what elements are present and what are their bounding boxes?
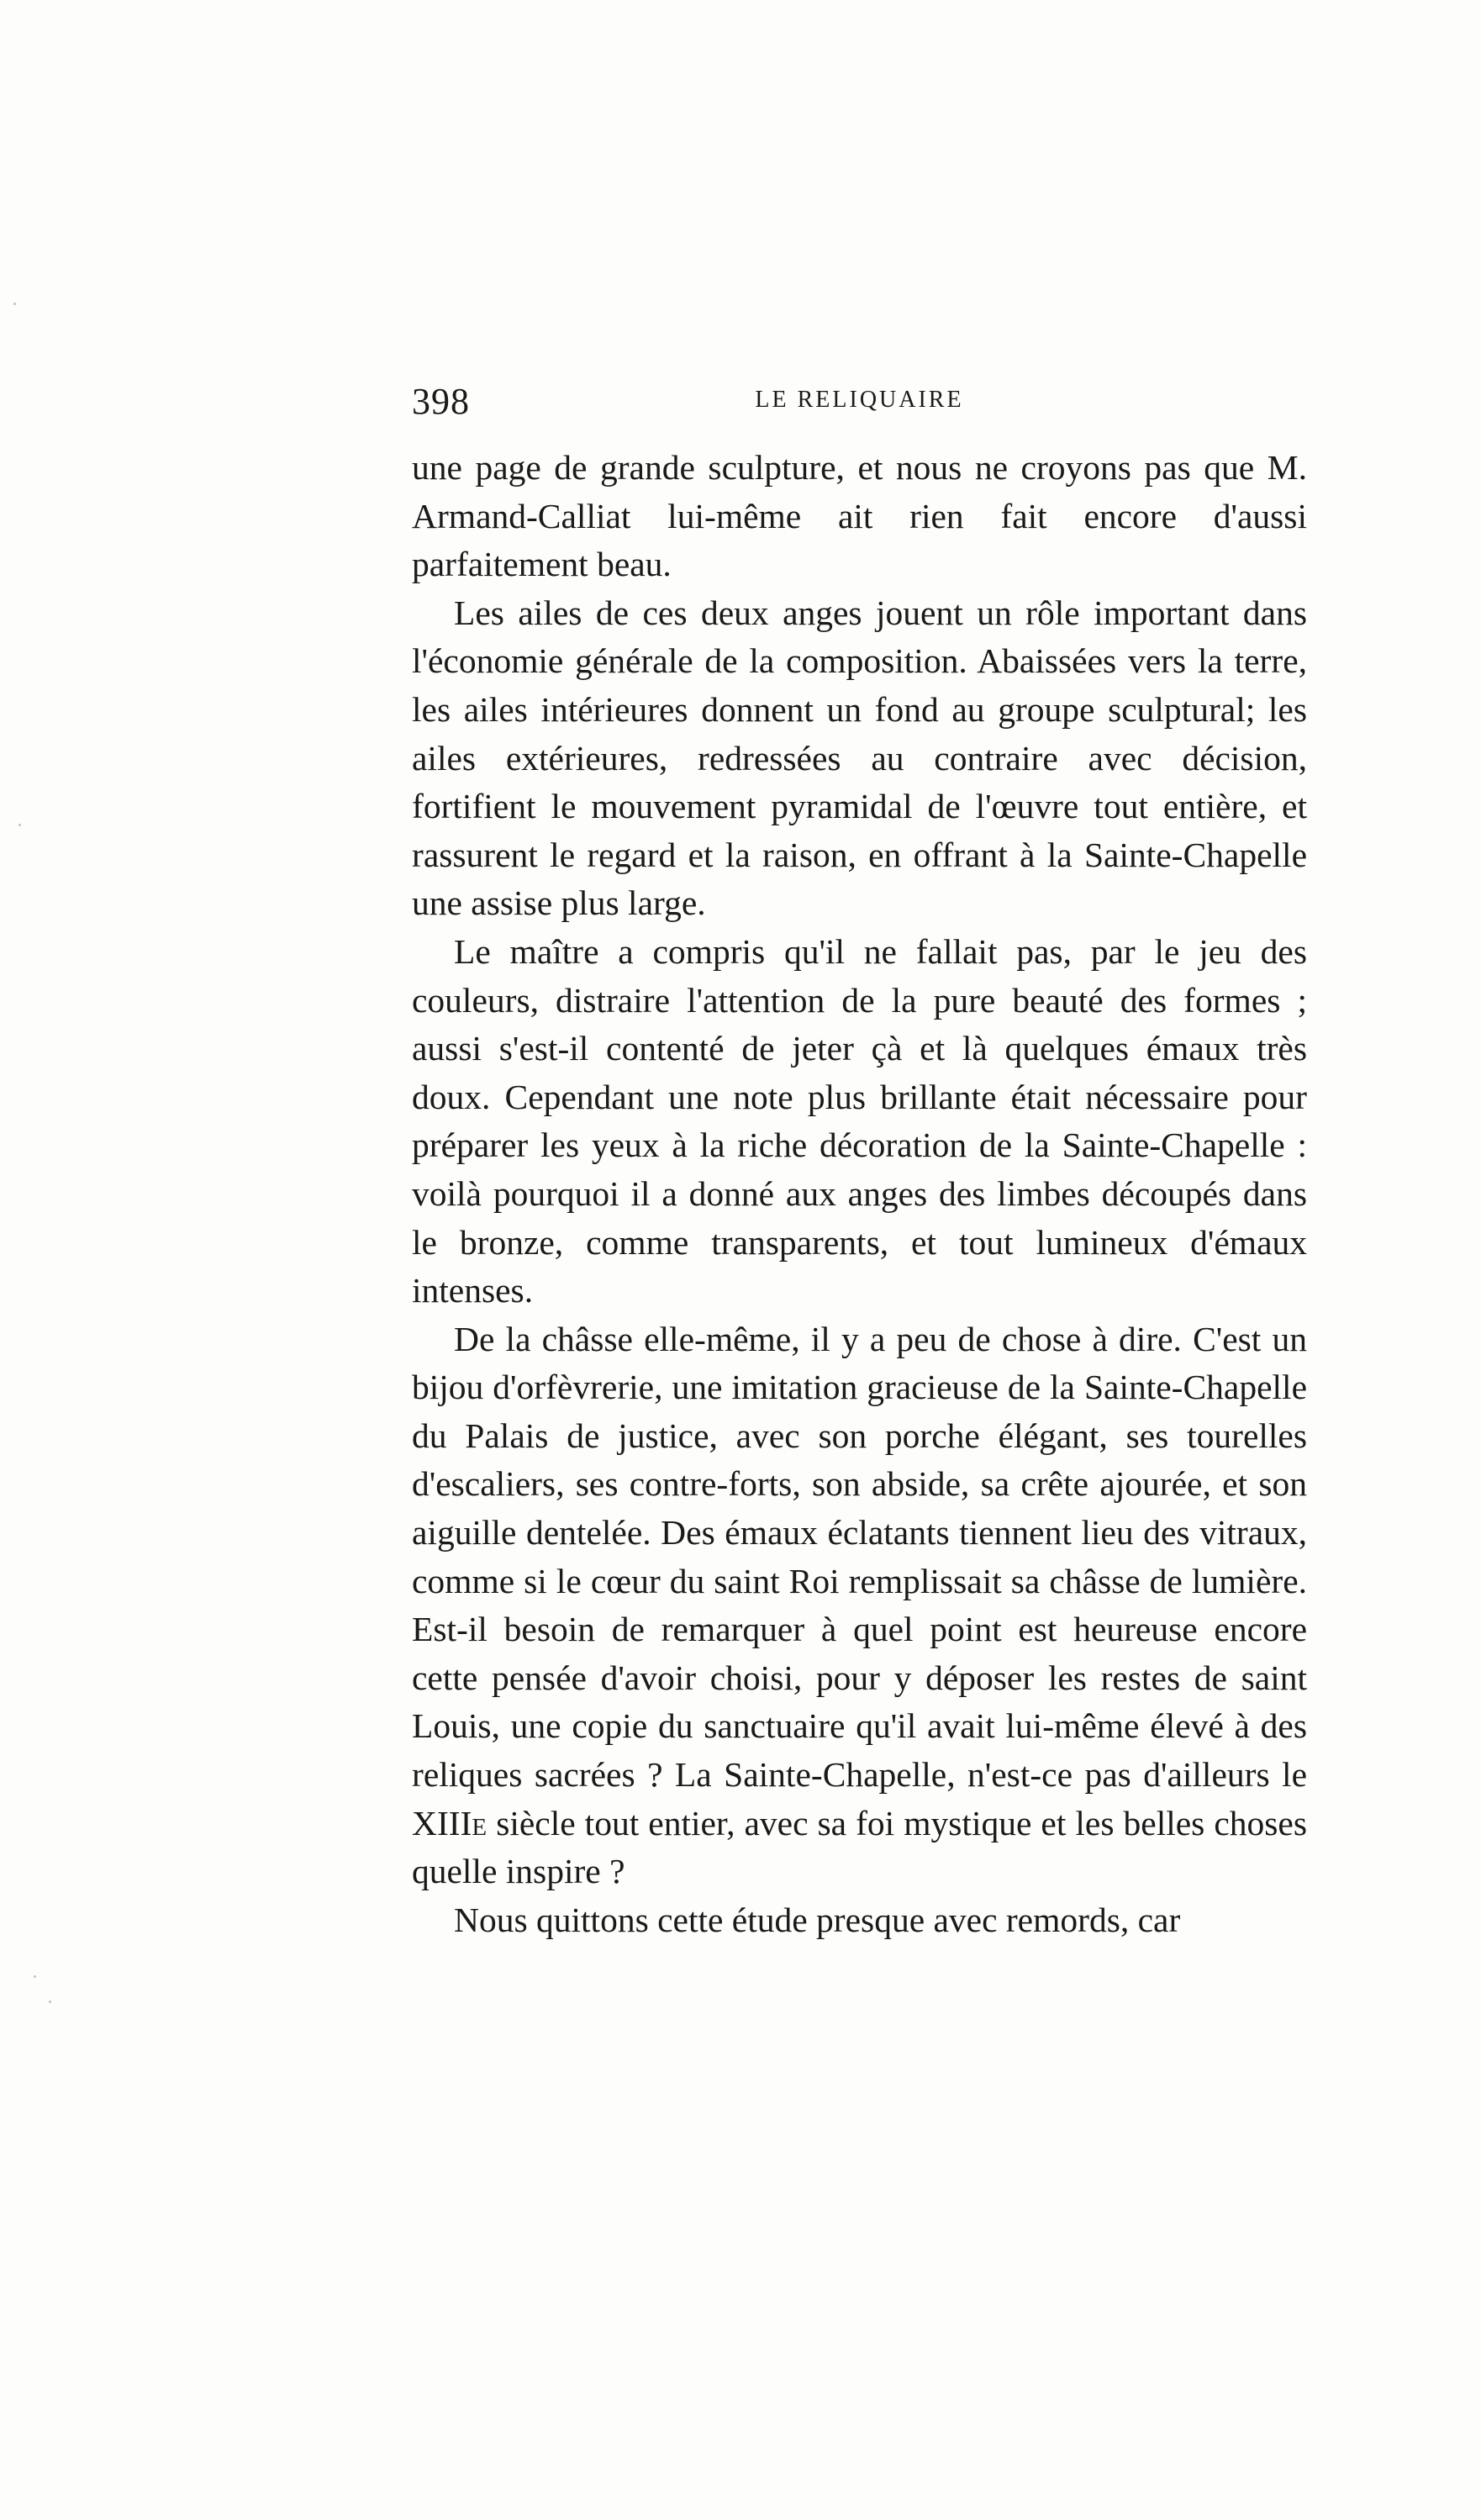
paragraph-shrine-text: De la châsse elle-même, il y a peu de chose à dire. C'est un bijou d'orfèvrerie, une imitation gracieuse de la Sainte-Chapelle du Palais de justice, avec son porche élégant, ses tourelles d'escaliers, ses contre-forts, son abside, sa crête ajourée, et son aiguille dentelée. Des émaux éclatants tiennent lieu des vitraux, comme si le cœur du saint Roi remplissait sa châsse de lumière. Est-il besoin de remarquer à quel point est heureuse encore cette pensée d'avoir choisi, pour y déposer les restes de saint Louis, une copie du sanctuaire qu'il avait lui-même élevé à des reliques sacrées ? La Sainte-Chapelle, n'est-ce pas d'ailleurs le (412, 1319, 1307, 1795)
paragraph-continuation: une page de grande sculpture, et nous ne croyons pas que M. Armand-Calliat lui-même ait rien fait encore d'aussi parfaitement beau. (412, 448, 1307, 584)
paragraph-shrine (412, 1315, 1307, 1896)
page-number: 398 (412, 381, 470, 422)
paragraph-closing: Nous quittons cette étude presque avec remords, car (454, 1900, 1181, 1939)
paragraph-colors: Le maître a compris qu'il ne fallait pas, par le jeu des couleurs, distraire l'attention de la pure beauté des formes ; aussi s'est-il contenté de jeter çà et là quelques émaux très doux. Cependant une note plus brillante était nécessaire pour préparer les yeux à la riche décoration de la Sainte-Chapelle : voilà pourquoi il a donné aux anges des limbes découpés dans le bronze, comme transparents, et tout lumineux d'émaux intenses. (412, 931, 1307, 1310)
running-head (412, 380, 1307, 422)
paragraph-wings: Les ailes de ces deux anges jouent un rôle important dans l'économie générale de la composition. Abaissées vers la terre, les ailes intérieures donnent un fond au groupe sculptural; les ailes extérieures, redressées au contraire avec décision, fortifient le mouvement pyramidal de l'œuvre tout entière, et rassurent le regard et la raison, en offrant à la Sainte-Chapelle une assise plus large. (412, 593, 1307, 923)
body-text (412, 444, 1307, 1944)
running-title: LE RELIQUAIRE (755, 387, 964, 413)
century-numeral: XIIIe (412, 1803, 488, 1843)
paragraph-shrine-tail: siècle tout entier, avec sa foi mystique et les belles choses quelle inspire ? (412, 1803, 1307, 1891)
